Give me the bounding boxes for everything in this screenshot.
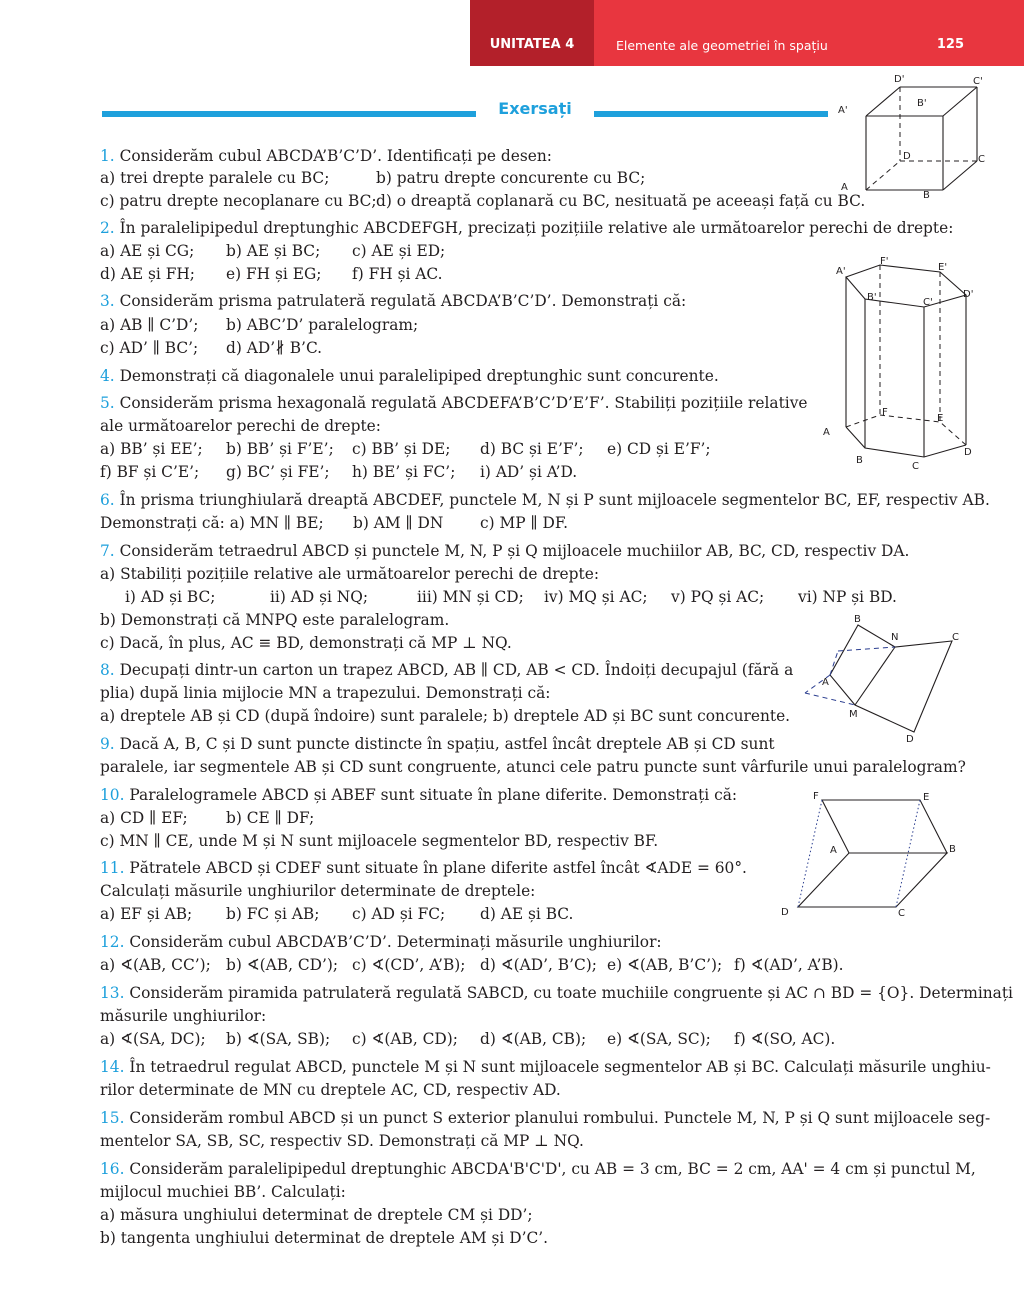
parallelogram-label: B	[949, 844, 956, 855]
exercise-text: a) trei drepte paralele cu BC;	[100, 169, 330, 187]
exercise-text: c) Dacă, în plus, AC ≡ BD, demonstrați că MP ⊥ NQ.	[100, 634, 512, 652]
exercise-number: 14.	[100, 1058, 125, 1076]
prism-label: A	[823, 427, 830, 438]
exercise-text: a) dreptele AB și CD (după îndoire) sunt paralele; b) dreptele AD și BC sunt concurente.	[100, 707, 791, 725]
cube-label: D	[903, 151, 911, 162]
exercise-text: b) patru drepte concurente cu BC;	[376, 169, 646, 187]
exercise-number: 10.	[100, 786, 125, 804]
parallelogram-label: E	[923, 792, 930, 803]
exercise-text: rilor determinate de MN cu dreptele AC, CD, respectiv AD.	[100, 1081, 561, 1099]
exercise-number: 7.	[100, 542, 115, 560]
parallelogram-label: D	[781, 907, 789, 918]
exercise-text: a) BB’ și EE’;	[100, 440, 203, 458]
exercise-text: 6. În prisma triunghiulară dreaptă ABCDEF, punctele M, N și P sunt mijloacele segmentelor BC, EF, respectiv AB.	[100, 491, 990, 509]
exercise-text: a) AE și CG;	[100, 242, 195, 260]
exercise-text: 4. Demonstrați că diagonalele unui paralelipiped dreptunghic sunt concurente.	[100, 367, 719, 385]
cube-label: C'	[973, 76, 983, 87]
header-bar	[594, 0, 1024, 66]
exercise-number: 3.	[100, 292, 115, 310]
section-title: Exersați	[498, 99, 572, 118]
exercise-text: c) ∢(AB, CD);	[352, 1030, 458, 1048]
exercise-text: b) ∢(SA, SB);	[226, 1030, 331, 1048]
parallelogram-label: C	[898, 908, 905, 919]
cube-figure	[835, 72, 1024, 202]
exercise-text: vi) NP și BD.	[798, 588, 897, 606]
exercise-text: 16. Considerăm paralelipipedul dreptunghic ABCDA'B'C'D', cu AB = 3 cm, BC = 2 cm, AA' = 4 cm și punctul M,	[100, 1160, 976, 1178]
cube-label: A	[841, 182, 848, 193]
parallelograms-figure	[775, 785, 975, 930]
exercise-text: b) tangenta unghiului determinat de dreptele AM și D’C’.	[100, 1229, 549, 1247]
exercise-text: c) ∢(CD’, A’B);	[352, 956, 466, 974]
prism-label: F	[882, 407, 888, 418]
exercise-text: mentelor SA, SB, SC, respectiv SD. Demonstrați că MP ⊥ NQ.	[100, 1132, 584, 1150]
exercise-text: a) AB ∥ C’D’;	[100, 316, 199, 334]
page-number: 125	[936, 37, 964, 52]
exercise-text: e) CD și E’F’;	[607, 440, 711, 458]
exercise-text: 12. Considerăm cubul ABCDA’B’C’D’. Determinați măsurile unghiurilor:	[100, 933, 662, 951]
prism-label: C'	[923, 297, 933, 308]
exercise-number: 15.	[100, 1109, 125, 1127]
exercise-text: c) AD’ ∥ BC’;	[100, 339, 199, 357]
exercise-text: 8. Decupați dintr-un carton un trapez ABCD, AB ∥ CD, AB < CD. Îndoiți decupajul (fără a	[100, 661, 794, 679]
exercise-number: 16.	[100, 1160, 125, 1178]
exercise-text: 11. Pătratele ABCD și CDEF sunt situate în plane diferite astfel încât ∢ADE = 60°.	[100, 859, 747, 877]
exercise-text: 1. Considerăm cubul ABCDA’B’C’D’. Identificați pe desen:	[100, 147, 552, 165]
exercise-text: 13. Considerăm piramida patrulateră regulată SABCD, cu toate muchiile congruente și AC ∩ BD = {O}. Determinați	[100, 984, 1013, 1002]
trapezoid-label: C	[952, 632, 959, 643]
prism-label: D	[964, 447, 972, 458]
exercise-text: c) AD și FC;	[352, 905, 446, 923]
exercise-number: 6.	[100, 491, 115, 509]
exercise-text: 14. În tetraedrul regulat ABCD, punctele M și N sunt mijloacele segmentelor AB și BC. Calculați măsurile unghiu-	[100, 1058, 991, 1076]
exercise-text: d) ∢(AD’, B’C);	[480, 956, 597, 974]
exercise-number: 11.	[100, 859, 125, 877]
exercise-text: i) AD și BC;	[125, 588, 216, 606]
trapezoid-label: D	[906, 734, 914, 745]
exercise-text: f) FH și AC.	[352, 265, 443, 283]
prism-label: B	[856, 455, 863, 466]
exercise-text: b) CE ∥ DF;	[226, 809, 315, 827]
parallelogram-label: A	[830, 845, 837, 856]
exercise-number: 12.	[100, 933, 125, 951]
exercise-number: 1.	[100, 147, 115, 165]
section-rule-left	[102, 111, 476, 117]
exercise-text: plia) după linia mijlocie MN a trapezului. Demonstrați că:	[100, 684, 551, 702]
exercise-text: d) BC și E’F’;	[480, 440, 584, 458]
chapter-title: Elemente ale geometriei în spațiu	[616, 38, 828, 53]
exercise-text: a) ∢(SA, DC);	[100, 1030, 206, 1048]
exercise-text: 2. În paralelipipedul dreptunghic ABCDEFGH, precizați pozițiile relative ale următoarelor perechi de drepte:	[100, 219, 954, 237]
exercise-text: d) AD’∦ B’C.	[226, 339, 323, 357]
prism-label: E'	[938, 262, 948, 273]
exercise-text: ale următoarelor perechi de drepte:	[100, 417, 381, 435]
prism-label: E	[937, 413, 944, 424]
exercise-text: d) AE și BC.	[480, 905, 574, 923]
cube-label: A'	[838, 105, 848, 116]
exercise-text: 9. Dacă A, B, C și D sunt puncte distincte în spațiu, astfel încât dreptele AB și CD sunt	[100, 735, 775, 753]
exercise-text: b) ABC’D’ paralelogram;	[226, 316, 419, 334]
exercise-text: c) AE și ED;	[352, 242, 446, 260]
exercise-text: a) EF și AB;	[100, 905, 193, 923]
exercise-text: i) AD’ și A’D.	[480, 463, 578, 481]
exercise-number: 5.	[100, 394, 115, 412]
exercise-text: Demonstrați că: a) MN ∥ BE;	[100, 514, 324, 532]
exercise-text: a) măsura unghiului determinat de dreptele CM și DD’;	[100, 1206, 533, 1224]
prism-label: D'	[963, 289, 974, 300]
exercise-text: f) ∢(SO, AC).	[734, 1030, 836, 1048]
exercise-text: h) BE’ și FC’;	[352, 463, 456, 481]
prism-label: B'	[867, 292, 877, 303]
exercise-text: d) ∢(AB, CB);	[480, 1030, 587, 1048]
cube-label: C	[978, 154, 985, 165]
exercise-number: 2.	[100, 219, 115, 237]
exercise-text: b) AM ∥ DN	[353, 514, 444, 532]
exercise-text: ii) AD și NQ;	[270, 588, 369, 606]
exercise-text: 7. Considerăm tetraedrul ABCD și punctele M, N, P și Q mijloacele muchiilor AB, BC, CD, respectiv DA.	[100, 542, 910, 560]
exercise-text: c) BB’ și DE;	[352, 440, 451, 458]
prism-label: A'	[836, 266, 846, 277]
exercise-text: mijlocul muchiei BB’. Calculați:	[100, 1183, 346, 1201]
exercise-text: a) ∢(AB, CC’);	[100, 956, 211, 974]
unit-label: UNITATEA 4	[470, 0, 594, 66]
exercise-text: b) AE și BC;	[226, 242, 321, 260]
prism-label: C	[912, 461, 919, 472]
exercise-text: v) PQ și AC;	[671, 588, 765, 606]
cube-label: B	[923, 190, 930, 201]
exercise-text: b) FC și AB;	[226, 905, 320, 923]
exercise-text: măsurile unghiurilor:	[100, 1007, 267, 1025]
exercise-text: paralele, iar segmentele AB și CD sunt congruente, atunci cele patru puncte sunt vârfurile unui paralelogram?	[100, 758, 966, 776]
exercise-text: b) ∢(AB, CD’);	[226, 956, 339, 974]
exercise-text: iii) MN și CD;	[417, 588, 524, 606]
page-header	[470, 0, 1024, 66]
exercise-text: f) ∢(AD’, A’B).	[734, 956, 844, 974]
exercise-text: Calculați măsurile unghiurilor determinate de dreptele:	[100, 882, 536, 900]
exercise-text: 5. Considerăm prisma hexagonală regulată ABCDEFA’B’C’D’E’F’. Stabiliți pozițiile relative	[100, 394, 808, 412]
exercise-text: b) BB’ și F’E’;	[226, 440, 334, 458]
trapezoid-label: M	[849, 709, 858, 720]
exercise-text: a) CD ∥ EF;	[100, 809, 188, 827]
cube-label: B'	[917, 98, 927, 109]
exercise-text: d) AE și FH;	[100, 265, 195, 283]
exercise-number: 9.	[100, 735, 115, 753]
prism-label: F'	[880, 256, 889, 267]
exercise-text: 3. Considerăm prisma patrulateră regulată ABCDA’B’C’D’. Demonstrați că:	[100, 292, 687, 310]
cube-label: D'	[894, 74, 905, 85]
folded-trapezoid-figure	[800, 610, 970, 745]
hexagonal-prism-figure	[820, 255, 1020, 475]
section-rule-right	[594, 111, 828, 117]
exercise-number: 8.	[100, 661, 115, 679]
exercise-number: 13.	[100, 984, 125, 1002]
exercise-text: c) patru drepte necoplanare cu BC;	[100, 192, 377, 210]
exercise-text: f) BF și C’E’;	[100, 463, 200, 481]
exercise-text: e) FH și EG;	[226, 265, 322, 283]
exercise-text: e) ∢(SA, SC);	[607, 1030, 711, 1048]
exercise-text: 15. Considerăm rombul ABCD și un punct S exterior planului rombului. Punctele M, N, P și Q sunt mijloacele seg-	[100, 1109, 991, 1127]
exercise-number: 4.	[100, 367, 115, 385]
exercise-text: g) BC’ și FE’;	[226, 463, 330, 481]
exercise-text: a) Stabiliți pozițiile relative ale următoarelor perechi de drepte:	[100, 565, 600, 583]
exercise-text: c) MP ∥ DF.	[480, 514, 569, 532]
exercise-text: e) ∢(AB, B’C’);	[607, 956, 723, 974]
trapezoid-label: A	[822, 677, 829, 688]
trapezoid-label: B	[854, 614, 861, 625]
trapezoid-label: N	[891, 632, 899, 643]
exercise-text: b) Demonstrați că MNPQ este paralelogram.	[100, 611, 450, 629]
exercise-text: c) MN ∥ CE, unde M și N sunt mijloacele segmentelor BD, respectiv BF.	[100, 832, 659, 850]
parallelogram-label: F	[813, 791, 819, 802]
exercise-text: d) o dreaptă coplanară cu BC, nesituată pe aceeași față cu BC.	[376, 192, 866, 210]
exercise-text: 10. Paralelogramele ABCD și ABEF sunt situate în plane diferite. Demonstrați că:	[100, 786, 738, 804]
exercise-text: iv) MQ și AC;	[544, 588, 648, 606]
